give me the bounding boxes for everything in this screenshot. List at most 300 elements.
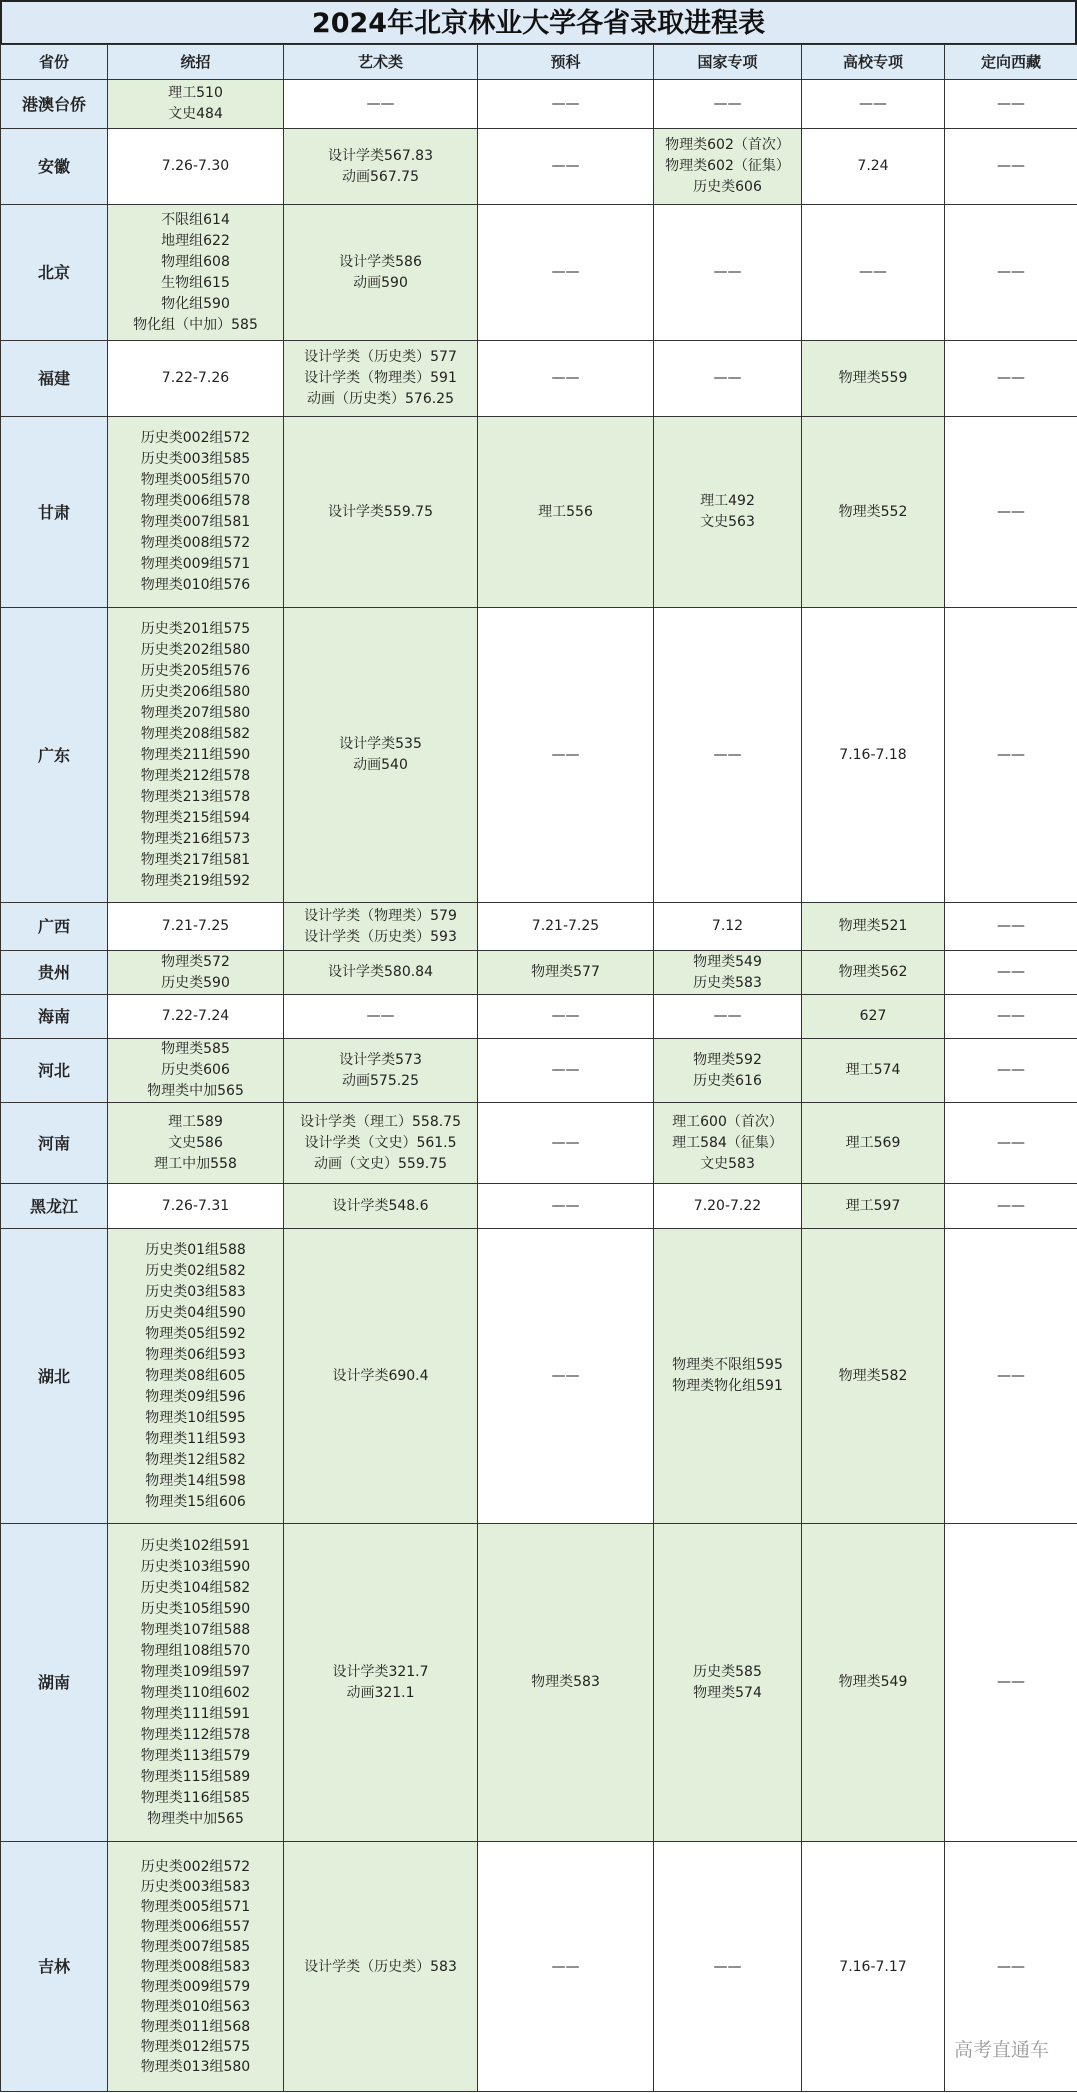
cell-line: 物理类217组581: [140, 851, 251, 868]
header-preparatory: 预科: [478, 45, 654, 80]
cell-line: ——: [997, 95, 1025, 112]
cell-line: 物理类112组578: [140, 1726, 251, 1743]
cell-national-special: [654, 995, 802, 1039]
province-cell: 北京: [1, 205, 108, 341]
cell-line: 物理类008组572: [140, 535, 251, 551]
cell-tibet-directed: [945, 608, 1077, 903]
cell-tibet-directed: [945, 417, 1077, 608]
cell-line: 历史类616: [693, 1072, 762, 1089]
cell-line: 设计学类690.4: [332, 1367, 429, 1384]
cell-tibet-directed: [945, 205, 1077, 341]
cell-line: 生物组615: [161, 274, 230, 291]
cell-line: 7.16-7.17: [839, 1958, 907, 1975]
cell-university-special: [802, 1524, 945, 1842]
cell-line: ——: [551, 264, 580, 280]
cell-line: 历史类04组590: [145, 1304, 246, 1321]
province-cell: 广西: [1, 903, 108, 951]
cell-national-special: [654, 903, 802, 951]
watermark: 高考直通车: [953, 2039, 1049, 2061]
header-university-special: 高校专项: [802, 45, 945, 80]
cell-art: [284, 608, 478, 903]
header-national-special: 国家专项: [654, 45, 802, 80]
cell-line: ——: [551, 1008, 580, 1024]
cell-university-special: [802, 995, 945, 1039]
cell-line: 物理类15组606: [145, 1493, 246, 1510]
admission-table: [0, 44, 1077, 2092]
table-row: [1, 129, 1077, 205]
province-cell: 河南: [1, 1103, 108, 1184]
cell-line: 物理类不限组595: [672, 1357, 783, 1373]
cell-general: [108, 995, 284, 1039]
cell-line: 物理类602（征集）: [665, 158, 790, 174]
cell-line: 理工中加558: [154, 1155, 237, 1172]
cell-line: 文史583: [700, 1155, 755, 1172]
cell-line: ——: [997, 1197, 1025, 1214]
cell-line: 设计学类（文史）561.5: [304, 1134, 457, 1151]
cell-line: 设计学类（理工）558.75: [300, 1113, 461, 1130]
cell-line: ——: [551, 1367, 580, 1384]
cell-line: 物理类010组563: [140, 1998, 251, 2015]
cell-line: 动画540: [353, 757, 408, 773]
header-art: 艺术类: [284, 45, 478, 80]
cell-general: [108, 341, 284, 417]
cell-line: 物理组608: [161, 253, 230, 270]
cell-line: ——: [997, 370, 1025, 386]
cell-line: ——: [551, 95, 580, 112]
cell-art: [284, 129, 478, 205]
cell-line: ——: [997, 964, 1025, 980]
cell-line: 物理类216组573: [140, 830, 251, 847]
cell-art: [284, 205, 478, 341]
cell-national-special: [654, 1039, 802, 1103]
cell-general: [108, 417, 284, 608]
cell-line: 动画567.75: [342, 168, 419, 185]
cell-line: 物理类005组570: [140, 472, 251, 488]
cell-line: 物理类008组583: [140, 1958, 251, 1975]
cell-line: ——: [859, 95, 887, 112]
cell-line: 理工556: [538, 503, 593, 520]
cell-line: 动画590: [353, 274, 408, 291]
cell-tibet-directed: [945, 1184, 1077, 1229]
cell-line: 物理类11组593: [145, 1430, 246, 1447]
cell-line: 物理类110组602: [140, 1684, 251, 1701]
cell-national-special: [654, 1184, 802, 1229]
cell-preparatory: [478, 608, 654, 903]
cell-line: 设计学类548.6: [332, 1197, 429, 1214]
cell-general: [108, 1229, 284, 1524]
cell-line: 设计学类（历史类）577: [304, 349, 457, 365]
cell-national-special: [654, 129, 802, 205]
table-row: [1, 1103, 1077, 1184]
cell-art: [284, 1103, 478, 1184]
cell-preparatory: [478, 1039, 654, 1103]
cell-tibet-directed: [945, 1229, 1077, 1524]
cell-line: 物理类583: [531, 1674, 600, 1690]
cell-tibet-directed: [945, 80, 1077, 129]
cell-university-special: [802, 129, 945, 205]
table-row: [1, 1524, 1077, 1842]
page-title: 2024年北京林业大学各省录取进程表: [0, 0, 1077, 44]
cell-tibet-directed: [945, 1524, 1077, 1842]
cell-preparatory: [478, 1524, 654, 1842]
cell-general: [108, 80, 284, 129]
cell-line: 物理类012组575: [140, 2038, 251, 2055]
cell-national-special: [654, 80, 802, 129]
cell-line: 物理类115组589: [140, 1768, 251, 1785]
cell-line: 物理类007组585: [140, 1938, 251, 1955]
table-row: [1, 1229, 1077, 1524]
cell-line: ——: [713, 1008, 742, 1024]
province-cell: 广东: [1, 608, 108, 903]
cell-line: 物理类562: [838, 964, 908, 980]
cell-line: 设计学类535: [339, 736, 422, 752]
cell-university-special: [802, 1229, 945, 1524]
cell-line: 物理类005组571: [140, 1898, 251, 1915]
cell-preparatory: [478, 951, 654, 995]
cell-line: ——: [551, 1958, 580, 1975]
cell-line: 设计学类（物理类）579: [304, 907, 457, 924]
cell-line: 历史类206组580: [140, 683, 251, 700]
table-row: [1, 417, 1077, 608]
cell-line: 物理类207组580: [140, 704, 251, 721]
cell-line: 历史类585: [693, 1663, 762, 1680]
cell-line: 理工569: [845, 1134, 901, 1151]
cell-line: ——: [859, 264, 887, 280]
cell-line: 历史类003组583: [140, 1878, 251, 1895]
cell-tibet-directed: [945, 903, 1077, 951]
province-cell: 海南: [1, 995, 108, 1039]
cell-line: 历史类606: [161, 1062, 230, 1078]
cell-line: 物理类013组580: [140, 2058, 251, 2075]
cell-line: 历史类201组575: [140, 620, 251, 637]
cell-line: ——: [997, 1134, 1025, 1151]
cell-line: 7.16-7.18: [839, 746, 907, 763]
cell-line: 物理类10组595: [145, 1409, 246, 1426]
cell-line: 文史484: [168, 106, 223, 122]
cell-art: [284, 1524, 478, 1842]
province-cell: 湖北: [1, 1229, 108, 1524]
cell-line: ——: [713, 370, 742, 386]
cell-line: 物理类011组568: [140, 2018, 251, 2035]
cell-line: 物理类物化组591: [672, 1378, 783, 1394]
cell-tibet-directed: [945, 1039, 1077, 1103]
cell-line: 设计学类321.7: [332, 1663, 429, 1680]
cell-line: 历史类002组572: [140, 430, 251, 446]
cell-tibet-directed: [945, 995, 1077, 1039]
cell-line: 物理类09组596: [145, 1388, 246, 1405]
cell-university-special: [802, 903, 945, 951]
cell-line: 不限组614: [161, 211, 230, 228]
cell-line: ——: [997, 158, 1025, 174]
cell-general: [108, 1524, 284, 1842]
cell-national-special: [654, 1229, 802, 1524]
cell-line: 历史类202组580: [140, 641, 251, 658]
cell-tibet-directed: [945, 341, 1077, 417]
cell-general: [108, 1842, 284, 2092]
cell-university-special: [802, 1039, 945, 1103]
cell-line: 物理类521: [838, 918, 908, 934]
cell-line: 历史类003组585: [140, 451, 251, 467]
cell-line: 历史类583: [693, 974, 762, 991]
table-row: [1, 951, 1077, 995]
cell-line: 设计学类（物理类）591: [304, 370, 457, 386]
cell-line: 物理类582: [838, 1367, 908, 1384]
table-row: [1, 608, 1077, 903]
cell-line: 7.12: [711, 918, 744, 934]
province-cell: 福建: [1, 341, 108, 417]
table-row: [1, 1039, 1077, 1103]
cell-university-special: [802, 608, 945, 903]
cell-line: 物理类009组579: [140, 1978, 251, 1995]
cell-line: 设计学类580.84: [328, 964, 433, 980]
cell-line: 物理类12组582: [145, 1451, 246, 1468]
cell-university-special: [802, 341, 945, 417]
cell-line: 设计学类573: [339, 1051, 422, 1068]
cell-line: 物理类006组557: [140, 1918, 251, 1935]
cell-line: ——: [713, 1958, 742, 1975]
cell-line: 物理类010组576: [140, 577, 251, 593]
cell-line: 理工589: [168, 1113, 223, 1130]
cell-line: 物理类107组588: [140, 1621, 251, 1638]
cell-general: [108, 951, 284, 995]
cell-line: ——: [997, 264, 1025, 280]
cell-line: 7.21-7.25: [161, 918, 230, 934]
cell-line: 物理类592: [693, 1051, 762, 1068]
cell-line: 地理组622: [161, 232, 230, 249]
cell-art: [284, 995, 478, 1039]
cell-line: 物理类549: [838, 1674, 908, 1690]
cell-line: 历史类002组572: [140, 1858, 251, 1875]
cell-line: 物理类549: [693, 953, 762, 970]
cell-tibet-directed: [945, 129, 1077, 205]
cell-line: 物理类585: [161, 1041, 230, 1057]
cell-line: 627: [859, 1008, 887, 1024]
cell-line: 7.20-7.22: [693, 1197, 762, 1214]
header-row: [1, 45, 1077, 80]
cell-line: 历史类205组576: [140, 662, 251, 679]
cell-preparatory: [478, 995, 654, 1039]
cell-university-special: [802, 1842, 945, 2092]
cell-line: 文史586: [168, 1134, 223, 1151]
cell-line: 设计学类（历史类）593: [304, 928, 457, 945]
cell-national-special: [654, 417, 802, 608]
cell-line: ——: [366, 95, 395, 112]
cell-art: [284, 417, 478, 608]
table-row: [1, 995, 1077, 1039]
cell-preparatory: [478, 1842, 654, 2092]
cell-line: 物理类05组592: [145, 1325, 246, 1342]
cell-line: ——: [997, 918, 1025, 934]
cell-art: [284, 1184, 478, 1229]
cell-line: 设计学类586: [339, 253, 422, 270]
province-cell: 湖南: [1, 1524, 108, 1842]
cell-line: 物理类14组598: [145, 1472, 246, 1489]
cell-art: [284, 341, 478, 417]
cell-line: 动画（历史类）576.25: [307, 391, 454, 407]
cell-line: 物理类109组597: [140, 1663, 251, 1680]
table-row: [1, 205, 1077, 341]
cell-line: 理工510: [168, 85, 223, 101]
table-row: [1, 1842, 1077, 2092]
province-cell: 河北: [1, 1039, 108, 1103]
cell-line: 7.24: [857, 158, 889, 174]
cell-preparatory: [478, 903, 654, 951]
cell-line: ——: [997, 1062, 1025, 1078]
cell-university-special: [802, 1184, 945, 1229]
cell-art: [284, 1229, 478, 1524]
cell-general: [108, 205, 284, 341]
cell-university-special: [802, 417, 945, 608]
cell-line: 物理类006组578: [140, 493, 251, 509]
cell-general: [108, 1039, 284, 1103]
cell-line: 物理类552: [838, 503, 908, 520]
cell-line: ——: [551, 1062, 580, 1078]
province-cell: 港澳台侨: [1, 80, 108, 129]
cell-general: [108, 129, 284, 205]
cell-line: 历史类105组590: [140, 1600, 251, 1617]
cell-national-special: [654, 1103, 802, 1184]
province-cell: 贵州: [1, 951, 108, 995]
province-cell: 黑龙江: [1, 1184, 108, 1229]
cell-line: 理工574: [845, 1062, 901, 1078]
cell-line: ——: [997, 746, 1025, 763]
cell-line: 理工597: [845, 1197, 901, 1214]
table-row: [1, 1184, 1077, 1229]
cell-preparatory: [478, 80, 654, 129]
cell-line: 物理类中加565: [147, 1810, 244, 1827]
cell-line: 物理类574: [693, 1684, 762, 1701]
cell-line: 物理类009组571: [140, 556, 251, 572]
cell-line: ——: [713, 95, 742, 112]
cell-line: 理工584（征集）: [672, 1134, 783, 1151]
cell-line: 物理类208组582: [140, 725, 251, 742]
cell-line: 物理类中加565: [147, 1083, 244, 1099]
cell-line: ——: [551, 1197, 580, 1214]
cell-line: 动画575.25: [342, 1072, 419, 1089]
cell-line: 物理类577: [531, 964, 600, 980]
cell-preparatory: [478, 1184, 654, 1229]
cell-general: [108, 903, 284, 951]
cell-line: 理工492: [700, 493, 755, 509]
header-general: 统招: [108, 45, 284, 80]
header-province: 省份: [1, 45, 108, 80]
cell-line: ——: [366, 1008, 395, 1024]
cell-general: [108, 1103, 284, 1184]
cell-line: ——: [997, 1367, 1025, 1384]
cell-national-special: [654, 608, 802, 903]
cell-preparatory: [478, 129, 654, 205]
cell-line: 物理类219组592: [140, 872, 251, 889]
cell-university-special: [802, 205, 945, 341]
cell-line: 7.22-7.26: [161, 370, 230, 386]
cell-line: 物理类111组591: [140, 1705, 251, 1722]
cell-line: 历史类02组582: [145, 1262, 246, 1279]
cell-line: 物理类215组594: [140, 809, 251, 826]
cell-tibet-directed: [945, 951, 1077, 995]
cell-art: [284, 1842, 478, 2092]
cell-general: [108, 1184, 284, 1229]
cell-line: ——: [551, 1134, 580, 1151]
cell-general: [108, 608, 284, 903]
cell-line: ——: [997, 1008, 1025, 1024]
cell-national-special: [654, 1524, 802, 1842]
cell-line: 物理类213组578: [140, 788, 251, 805]
cell-line: 物理类116组585: [140, 1789, 251, 1806]
cell-line: ——: [997, 503, 1025, 520]
cell-national-special: [654, 205, 802, 341]
cell-line: ——: [997, 1958, 1025, 1975]
cell-line: 7.26-7.31: [161, 1197, 230, 1214]
cell-national-special: [654, 951, 802, 995]
cell-tibet-directed: [945, 1103, 1077, 1184]
cell-art: [284, 951, 478, 995]
cell-art: [284, 80, 478, 129]
cell-line: 7.22-7.24: [161, 1008, 230, 1024]
cell-line: 历史类104组582: [140, 1579, 251, 1596]
cell-preparatory: [478, 205, 654, 341]
cell-line: 设计学类559.75: [328, 503, 433, 520]
cell-line: ——: [551, 158, 580, 174]
cell-line: 动画（文史）559.75: [314, 1155, 447, 1172]
cell-line: 历史类606: [693, 179, 762, 195]
province-cell: 甘肃: [1, 417, 108, 608]
cell-line: 物理类113组579: [140, 1747, 251, 1764]
cell-preparatory: [478, 1229, 654, 1524]
cell-line: 物化组590: [161, 295, 230, 312]
cell-preparatory: [478, 417, 654, 608]
cell-line: 物理类007组581: [140, 514, 251, 530]
cell-line: 物理类559: [838, 370, 908, 386]
cell-line: 物理组108组570: [140, 1642, 251, 1659]
cell-line: 7.26-7.30: [161, 158, 230, 174]
cell-line: ——: [551, 746, 580, 763]
cell-line: 物理类602（首次）: [665, 137, 790, 153]
cell-university-special: [802, 1103, 945, 1184]
cell-line: 物理类06组593: [145, 1346, 246, 1363]
cell-preparatory: [478, 341, 654, 417]
cell-line: 历史类01组588: [145, 1241, 246, 1258]
cell-line: 物理类572: [161, 953, 230, 970]
cell-line: 物理类211组590: [140, 746, 251, 763]
cell-line: 物理类08组605: [145, 1367, 246, 1384]
cell-line: 历史类103组590: [140, 1558, 251, 1575]
cell-line: 动画321.1: [346, 1684, 415, 1701]
province-cell: 吉林: [1, 1842, 108, 2092]
cell-national-special: [654, 341, 802, 417]
cell-line: 设计学类（历史类）583: [304, 1958, 457, 1975]
cell-line: ——: [997, 1674, 1025, 1690]
cell-preparatory: [478, 1103, 654, 1184]
cell-art: [284, 1039, 478, 1103]
cell-line: 7.21-7.25: [531, 918, 600, 934]
cell-line: 物化组（中加）585: [133, 316, 258, 333]
cell-line: 文史563: [700, 514, 755, 530]
table-row: [1, 80, 1077, 129]
cell-line: 历史类590: [161, 974, 230, 991]
cell-line: 物理类212组578: [140, 767, 251, 784]
cell-line: 设计学类567.83: [328, 147, 433, 164]
table-row: [1, 903, 1077, 951]
cell-line: ——: [551, 370, 580, 386]
province-cell: 安徽: [1, 129, 108, 205]
cell-line: 理工600（首次）: [672, 1113, 783, 1130]
cell-line: ——: [713, 746, 742, 763]
cell-art: [284, 903, 478, 951]
cell-line: ——: [713, 264, 742, 280]
table-row: [1, 341, 1077, 417]
cell-line: 历史类03组583: [145, 1283, 246, 1300]
cell-line: 历史类102组591: [140, 1537, 251, 1554]
